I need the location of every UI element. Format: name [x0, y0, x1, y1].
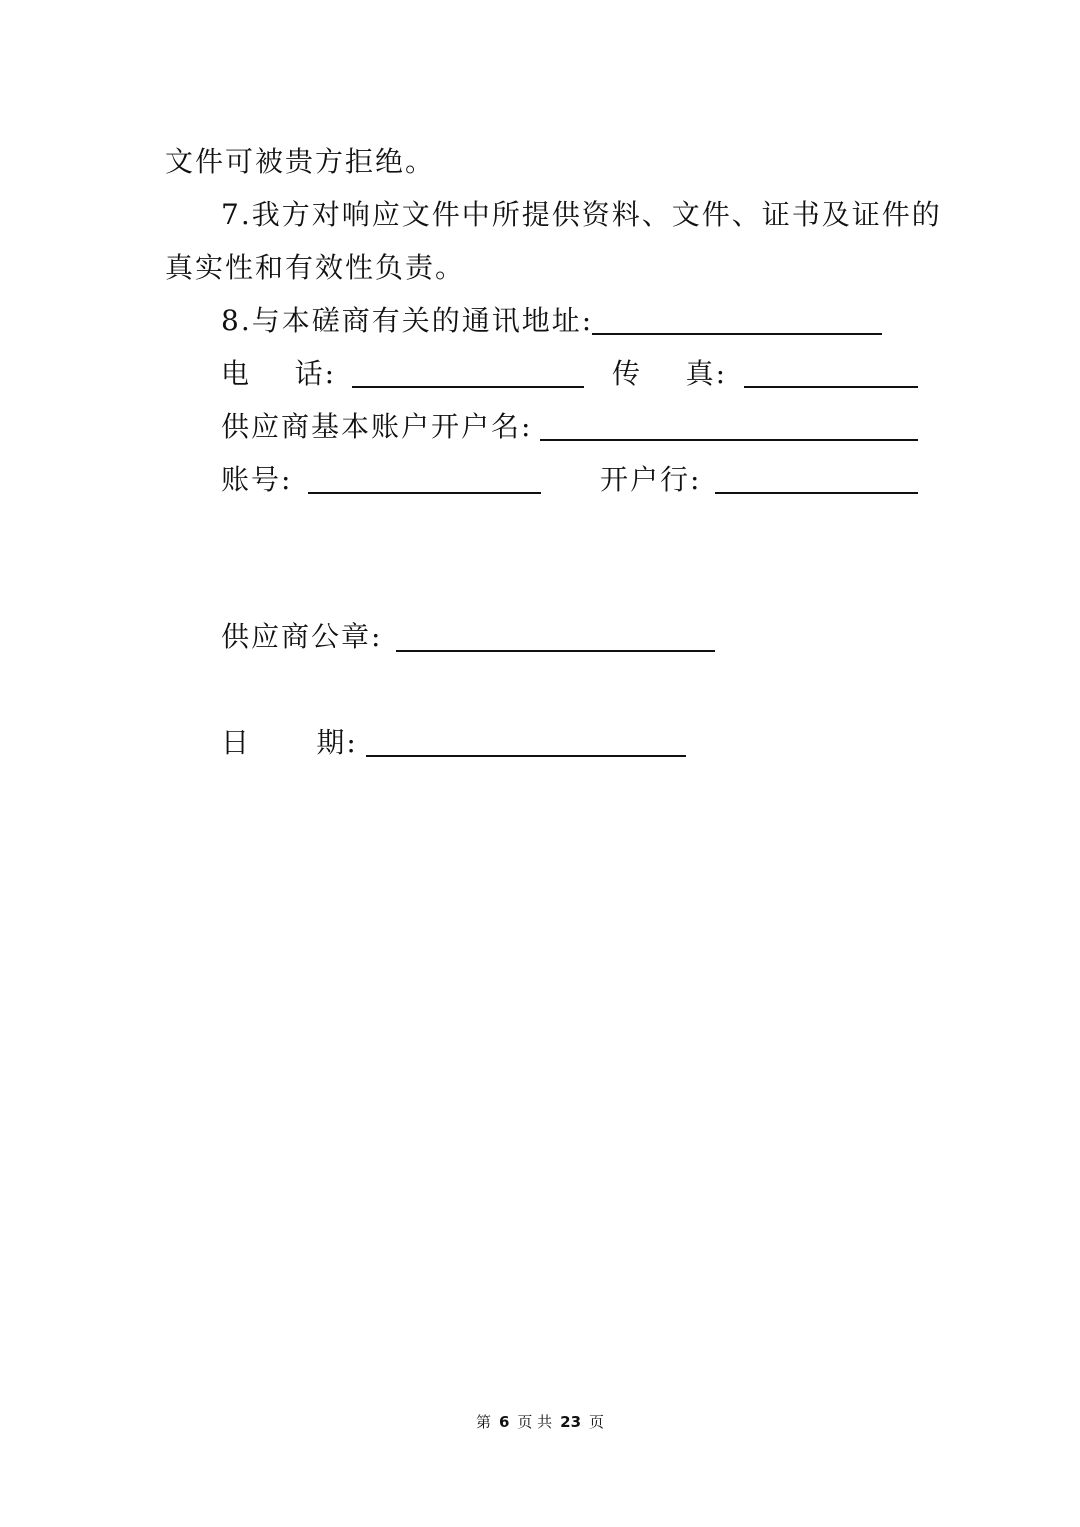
seal-label: 供应商公章: [221, 620, 383, 653]
account-number-blank[interactable] [308, 492, 541, 494]
bank-blank[interactable] [715, 492, 918, 494]
fax-label: 传 真: [612, 357, 728, 390]
account-name-blank[interactable] [540, 439, 918, 441]
bank-label: 开户行: [600, 463, 702, 496]
address-blank[interactable] [592, 333, 882, 335]
page-footer [0, 1412, 1080, 1432]
footer-total-pages: 23 [560, 1413, 582, 1431]
paragraph-line-1: 文件可被贵方拒绝。 [165, 145, 436, 178]
account-name-label: 供应商基本账户开户名: [221, 410, 533, 443]
footer-page-number: 6 [498, 1413, 510, 1431]
footer-prefix: 第 [475, 1413, 491, 1431]
address-label: 8.与本磋商有关的通讯地址: [221, 304, 594, 337]
account-number-label: 账号: [221, 463, 293, 496]
date-blank[interactable] [366, 755, 686, 757]
seal-blank[interactable] [396, 650, 715, 652]
phone-blank[interactable] [352, 386, 584, 388]
footer-mid: 页 共 [517, 1413, 553, 1431]
date-label: 日 期: [221, 726, 358, 759]
paragraph-line-2: 7.我方对响应文件中所提供资料、文件、证书及证件的 [221, 198, 942, 231]
paragraph-line-3: 真实性和有效性负责。 [165, 251, 466, 284]
fax-blank[interactable] [744, 386, 918, 388]
footer-suffix: 页 [589, 1413, 605, 1431]
phone-label: 电 话: [221, 357, 337, 390]
